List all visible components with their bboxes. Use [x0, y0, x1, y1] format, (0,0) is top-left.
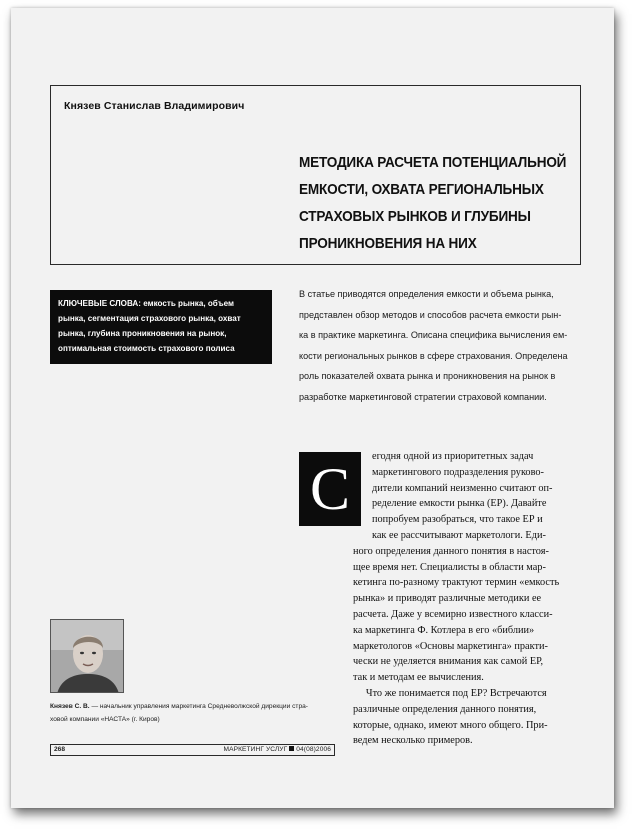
- abstract-line: разработке маркетинговой стратегии страховой компании.: [299, 391, 547, 402]
- article-title: [299, 150, 569, 258]
- body-line: ка маркетинга Ф. Котлера в его «библии»: [353, 624, 535, 636]
- journal-name: МАРКЕТИНГ УСЛУГ: [223, 746, 288, 753]
- journal-info: [223, 745, 331, 755]
- title-line: МЕТОДИКА РАСЧЕТА ПОТЕНЦИАЛЬНОЙ: [299, 155, 567, 171]
- author-name: Князев Станислав Владимирович: [64, 100, 245, 112]
- keywords-line: КЛЮЧЕВЫЕ СЛОВА: емкость рынка, объем: [58, 299, 234, 308]
- body-line: попробуем разобраться, что такое ЕР и: [372, 514, 543, 526]
- keywords-line: рынка, сегментация страхового рынка, охват: [58, 314, 241, 323]
- drop-cap: С: [299, 452, 361, 526]
- keywords-line: рынка, глубина проникновения на рынок,: [58, 329, 227, 338]
- keywords-box: [50, 290, 272, 364]
- photo-caption: [50, 701, 350, 726]
- body-line: ведем несколько примеров.: [353, 735, 473, 747]
- abstract-line: роль показателей охвата рынка и проникновения на рынок в: [299, 371, 556, 381]
- body-line: ного определения данного понятия в настоя-: [353, 545, 549, 557]
- title-line: ЕМКОСТИ, ОХВАТА РЕГИОНАЛЬНЫХ: [299, 182, 544, 198]
- body-line: расчета. Даже у всемирно известного класси-: [353, 609, 553, 620]
- author-photo: [50, 619, 124, 693]
- journal-issue: 04(08)2006: [296, 746, 331, 753]
- body-line: маркетингового подразделения руково-: [372, 466, 544, 478]
- abstract-line: кости региональных рынков в сфере страхования. Определена: [299, 350, 568, 361]
- abstract-line: В статье приводятся определения емкости и объема рынка,: [299, 289, 554, 299]
- title-line: ПРОНИКНОВЕНИЯ НА НИХ: [299, 236, 477, 252]
- body-line: щее время нет. Специалисты в области мар-: [353, 561, 546, 573]
- body-line: кетинга по-разному трактуют термин «емкость: [353, 577, 560, 589]
- square-bullet-icon: [289, 746, 294, 751]
- body-line: Что же понимается под ЕР? Встречаются: [353, 688, 547, 699]
- body-line: егодня одной из приоритетных задач: [372, 451, 534, 462]
- body-text-top: [372, 449, 553, 528]
- abstract-line: представлен обзор методов и способов расчета емкости рын-: [299, 309, 562, 320]
- page-footer: [50, 744, 335, 756]
- body-line: дители компаний неизменно считают оп-: [372, 482, 553, 494]
- caption-text: — начальник управления маркетинга Средневолжской дирекции стра-: [89, 703, 308, 710]
- keywords-line: оптимальная стоимость страхового полиса: [58, 344, 235, 353]
- title-line: СТРАХОВЫХ РЫНКОВ И ГЛУБИНЫ: [299, 209, 531, 225]
- author-portrait-icon: [51, 620, 124, 693]
- body-line: ределение емкости рынка (ЕР). Давайте: [372, 498, 547, 510]
- body-line: как ее рассчитывают маркетологи. Еди-: [372, 530, 546, 541]
- body-line: чески не уделяется внимания как самой ЕР,: [353, 656, 544, 668]
- body-line: которые, однако, имеют много общего. При-: [353, 719, 548, 731]
- body-line: так и методам ее вычисления.: [353, 672, 484, 684]
- abstract: [299, 284, 584, 407]
- body-line: рынка» и приводят различные методики ее: [353, 593, 542, 605]
- page-number: 268: [54, 746, 66, 753]
- caption-text: ховой компании «НАСТА» (г. Киров): [50, 715, 160, 723]
- abstract-line: ка в практике маркетинга. Описана специфика вычисления ем-: [299, 330, 568, 340]
- body-line: маркетологов «Основы маркетинга» практи-: [353, 640, 548, 652]
- caption-author: Князев С. В.: [50, 703, 90, 710]
- body-line: различные определения данного понятия,: [353, 703, 537, 715]
